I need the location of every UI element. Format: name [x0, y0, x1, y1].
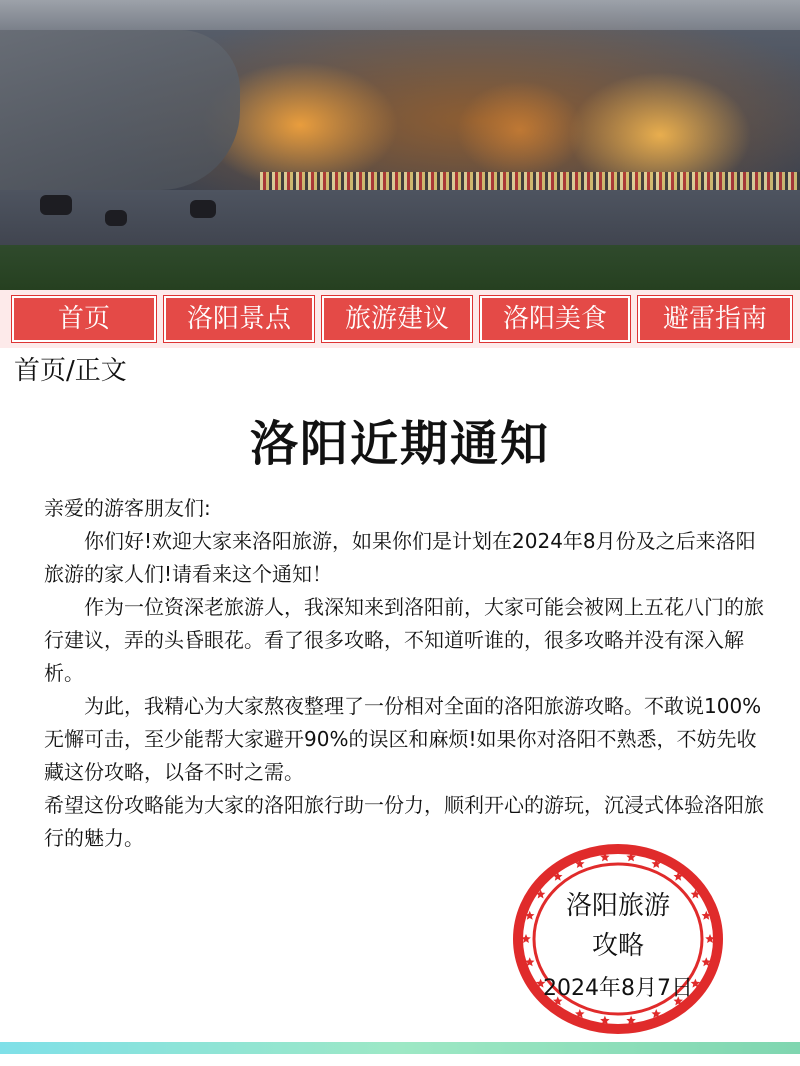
- cave-niche: [190, 200, 216, 218]
- bottom-accent-bar: [0, 1042, 800, 1054]
- paragraph-2: 作为一位资深老旅游人，我深知来到洛阳前，大家可能会被网上五花八门的旅行建议，弄的头昏眼花。看了很多攻略，不知道听谁的，很多攻略并没有深入解析。: [44, 595, 764, 685]
- page-title: 洛阳近期通知: [249, 416, 550, 472]
- nav-home-button[interactable]: 首页: [12, 296, 156, 342]
- nav-travel-tips-button[interactable]: 旅游建议: [322, 296, 472, 342]
- paragraph-4: 希望这份攻略能为大家的洛阳旅行助一份力，顺利开心的游玩，沉浸式体验洛阳旅行的魅力。: [44, 793, 764, 850]
- article-body: [44, 492, 764, 855]
- cave-niche: [105, 210, 127, 226]
- hero-image-longmen-grottoes: [0, 0, 800, 290]
- trees: [0, 245, 800, 290]
- paragraph-3: 为此，我精心为大家熬夜整理了一份相对全面的洛阳旅游攻略。不敢说100%无懈可击，至少能帮大家避开90%的误区和麻烦!如果你对洛阳不熟悉，不妨先收藏这份攻略，以备不时之需。: [44, 694, 762, 784]
- official-stamp: [512, 843, 724, 1035]
- top-nav: [0, 290, 800, 348]
- sky: [0, 0, 800, 30]
- walkway-lights: [260, 172, 800, 190]
- nav-food-button[interactable]: 洛阳美食: [480, 296, 630, 342]
- greeting-text: 亲爱的游客朋友们:: [44, 496, 211, 520]
- nav-pitfall-guide-button[interactable]: 避雷指南: [638, 296, 792, 342]
- breadcrumb[interactable]: 首页/正文: [14, 356, 127, 386]
- paragraph-1: 你们好!欢迎大家来洛阳旅游，如果你们是计划在2024年8月份及之后来洛阳旅游的家人们!请看来这个通知！: [44, 529, 756, 586]
- stamp-date: 2024年8月7日: [543, 976, 693, 1001]
- cliff-left: [0, 30, 240, 190]
- cave-niche: [40, 195, 72, 215]
- nav-attractions-button[interactable]: 洛阳景点: [164, 296, 314, 342]
- stamp-line-1: 洛阳旅游: [565, 891, 670, 921]
- stamp-line-2: 攻略: [591, 931, 644, 961]
